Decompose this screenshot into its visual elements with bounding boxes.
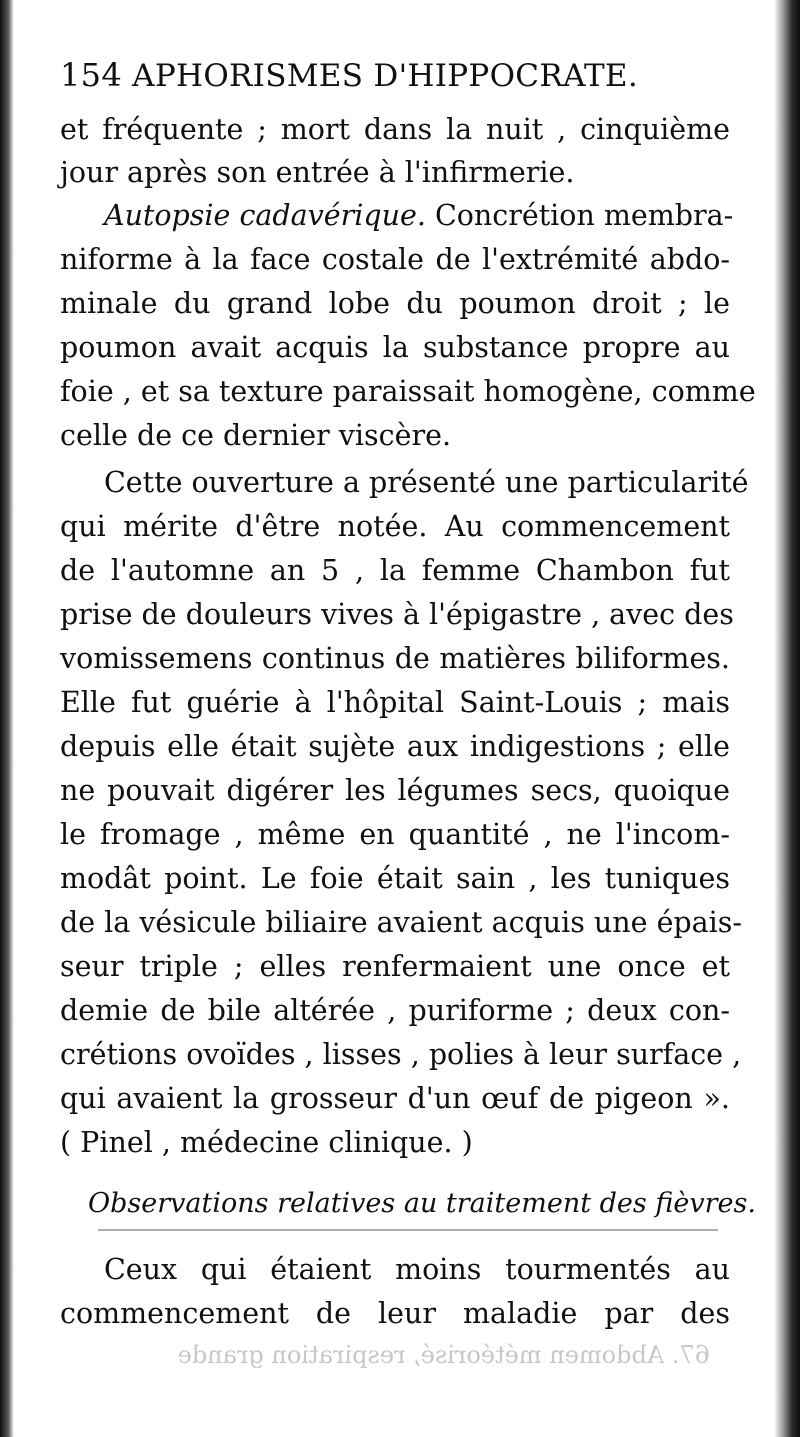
- text-line: celle de ce dernier viscère.: [60, 419, 452, 452]
- bleed-through-text: 67. Abdomen météorisé, respiration grande: [177, 1341, 710, 1369]
- text-line: de la vésicule biliaire avaient acquis une épais-: [60, 906, 743, 939]
- autopsy-heading: Autopsie cadavérique.: [104, 199, 426, 232]
- text-line: demie de bile altérée , puriforme ; deux con-: [60, 994, 730, 1027]
- text-line: Cette ouverture a présenté une particularité: [104, 466, 749, 499]
- page-left-shadow: [0, 0, 14, 1437]
- text-line: modât point. Le foie était sain , les tuniques: [60, 862, 730, 895]
- running-title: APHORISMES D'HIPPOCRATE.: [132, 58, 639, 94]
- text-line: ne pouvait digérer les légumes secs, quoique: [60, 774, 730, 807]
- section-heading: Observations relatives au traitement des fièvres.: [88, 1188, 756, 1219]
- text-line: [104, 194, 734, 238]
- page-right-shadow: [774, 0, 800, 1437]
- text-line: niforme à la face costale de l'extrémité abdo-: [60, 243, 730, 276]
- text-line: vomissemens continus de matières biliformes.: [60, 642, 730, 675]
- text-line: de l'automne an 5 , la femme Chambon fut: [60, 554, 730, 587]
- text-line: prise de douleurs vives à l'épigastre , avec des: [60, 598, 734, 631]
- running-header: [60, 52, 740, 98]
- text-line: crétions ovoïdes , lisses , polies à leur surface ,: [60, 1038, 742, 1071]
- text-line: foie , et sa texture paraissait homogène, comme: [60, 375, 756, 408]
- text-line: qui avaient la grosseur d'un œuf de pigeon ».: [60, 1082, 730, 1115]
- text-line: commencement de leur maladie par des: [60, 1297, 730, 1330]
- text-line: le fromage , même en quantité , ne l'incom-: [60, 818, 730, 851]
- section-divider: [98, 1229, 718, 1231]
- text-fragment: Concrétion membra-: [434, 199, 734, 232]
- text-line: minale du grand lobe du poumon droit ; le: [60, 287, 730, 320]
- text-line: poumon avait acquis la substance propre au: [60, 331, 730, 364]
- page-number: 154: [60, 56, 122, 94]
- text-line: ( Pinel , médecine clinique. ): [60, 1126, 473, 1159]
- text-line: jour après son entrée à l'infirmerie.: [60, 156, 575, 189]
- text-line: depuis elle était sujète aux indigestions ; elle: [60, 730, 730, 763]
- text-line: qui mérite d'être notée. Au commencement: [60, 510, 730, 543]
- text-line: et fréquente ; mort dans la nuit , cinquième: [60, 113, 730, 146]
- text-line: Ceux qui étaient moins tourmentés au: [104, 1253, 730, 1286]
- text-line: seur triple ; elles renfermaient une once et: [60, 950, 730, 983]
- text-line: Elle fut guérie à l'hôpital Saint-Louis ; mais: [60, 686, 730, 719]
